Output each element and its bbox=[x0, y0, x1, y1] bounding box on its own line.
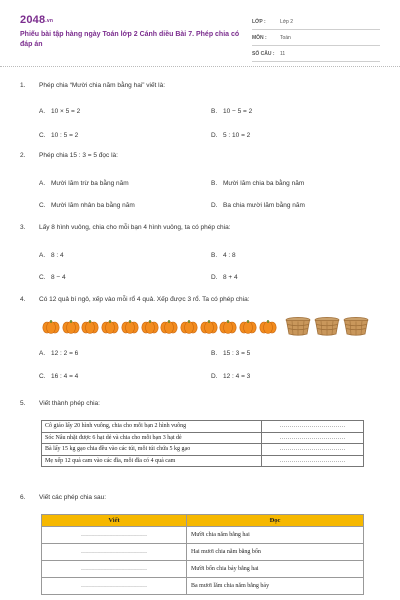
option-b[interactable] bbox=[211, 108, 252, 115]
option-text: 15 : 3 = 5 bbox=[223, 350, 251, 357]
table-row bbox=[42, 455, 364, 467]
meta-value: Lớp 2 bbox=[280, 18, 294, 25]
option-text: 10 : 5 = 2 bbox=[51, 132, 79, 139]
worksheet-header bbox=[20, 14, 380, 60]
meta-row-count bbox=[252, 46, 380, 62]
options bbox=[20, 344, 385, 382]
question-stem bbox=[20, 224, 385, 231]
meta-label: MÔN : bbox=[252, 34, 267, 41]
option-text: 12 : 2 = 6 bbox=[51, 350, 79, 357]
pumpkin-icon bbox=[180, 318, 198, 334]
question-stem bbox=[20, 400, 385, 407]
option-c[interactable] bbox=[39, 202, 135, 209]
option-c[interactable] bbox=[39, 373, 78, 380]
table-cell-read: Ba mươi lăm chia năm bằng bảy bbox=[187, 578, 364, 595]
table-cell-read: Hai mươi chia năm bằng bốn bbox=[187, 544, 364, 561]
option-text: Mười lăm chia ba bằng năm bbox=[223, 180, 305, 187]
basket-icon bbox=[285, 316, 311, 336]
table-cell-read: Mười chia năm bằng hai bbox=[187, 527, 364, 544]
option-text: 8 − 4 bbox=[51, 274, 66, 281]
question-number: 6. bbox=[20, 494, 26, 501]
question-number: 5. bbox=[20, 400, 26, 407]
table-row bbox=[42, 561, 364, 578]
option-letter: C. bbox=[39, 373, 46, 380]
pumpkin-icon bbox=[259, 318, 277, 334]
table-cell-prompt: Mẹ xếp 12 quả cam vào các đĩa, mỗi đĩa có 4 quả cam bbox=[42, 455, 262, 467]
option-b[interactable] bbox=[211, 180, 304, 187]
question-6 bbox=[20, 494, 385, 501]
option-letter: A. bbox=[39, 350, 46, 357]
question-number: 4. bbox=[20, 296, 26, 303]
option-text: 8 + 4 bbox=[223, 274, 238, 281]
option-letter: C. bbox=[39, 132, 46, 139]
pumpkin-icon bbox=[219, 318, 237, 334]
question-4 bbox=[20, 296, 385, 303]
table-cell-prompt: Bà lấy 15 kg gạo chia đều vào các túi, mỗi túi chứa 5 kg gạo bbox=[42, 444, 262, 456]
table-row bbox=[42, 527, 364, 544]
option-letter: A. bbox=[39, 180, 46, 187]
option-c[interactable] bbox=[39, 132, 78, 139]
meta-value: Toán bbox=[280, 34, 291, 41]
table-row bbox=[42, 432, 364, 444]
pumpkin-icon bbox=[141, 318, 159, 334]
answer-blank[interactable]: …………………………… bbox=[262, 432, 364, 444]
question-stem bbox=[20, 152, 385, 159]
meta-row-class bbox=[252, 14, 380, 30]
meta-label: SỐ CÂU : bbox=[252, 50, 275, 57]
question-number: 1. bbox=[20, 82, 26, 89]
column-header-write: Viết bbox=[42, 515, 187, 527]
option-d[interactable] bbox=[211, 132, 250, 139]
worksheet-meta bbox=[252, 14, 380, 62]
pumpkin-icon bbox=[101, 318, 119, 334]
pumpkin-icon bbox=[42, 318, 60, 334]
option-letter: C. bbox=[39, 202, 46, 209]
table-cell-prompt: Cô giáo lấy 20 hình vuông, chia cho mỗi bạn 2 hình vuông bbox=[42, 421, 262, 433]
table-row bbox=[42, 578, 364, 595]
meta-label: LỚP : bbox=[252, 18, 266, 25]
answer-blank[interactable]: …………………………… bbox=[262, 455, 364, 467]
option-text: Mười lăm trừ ba bằng năm bbox=[51, 180, 129, 187]
option-letter: A. bbox=[39, 108, 46, 115]
pumpkin-icon bbox=[239, 318, 257, 334]
option-text: 10 × 5 = 2 bbox=[51, 108, 81, 115]
option-d[interactable] bbox=[211, 274, 238, 281]
option-text: 5 : 10 = 2 bbox=[223, 132, 251, 139]
answer-blank[interactable]: …………………………… bbox=[42, 527, 187, 544]
site-logo[interactable] bbox=[20, 14, 53, 26]
options bbox=[20, 159, 385, 209]
option-a[interactable] bbox=[39, 252, 64, 259]
option-letter: B. bbox=[211, 180, 218, 187]
option-text: Mười lăm nhân ba bằng năm bbox=[51, 202, 135, 209]
table-header-row bbox=[42, 515, 364, 527]
option-a[interactable] bbox=[39, 108, 80, 115]
option-letter: C. bbox=[39, 274, 46, 281]
pumpkin-icon bbox=[62, 318, 80, 334]
option-c[interactable] bbox=[39, 274, 66, 281]
question-text: Phép chia 15 : 3 = 5 đọc là: bbox=[39, 152, 118, 159]
question-text: Lấy 8 hình vuông, chia cho mỗi bạn 4 hình vuông, ta có phép chia: bbox=[39, 224, 231, 231]
options bbox=[20, 89, 385, 139]
pumpkin-icon bbox=[200, 318, 218, 334]
answer-blank[interactable]: …………………………… bbox=[262, 421, 364, 433]
answer-blank[interactable]: …………………………… bbox=[262, 444, 364, 456]
question-text: Viết thành phép chia: bbox=[39, 400, 100, 407]
table-cell-read: Mười bốn chia bảy bằng hai bbox=[187, 561, 364, 578]
question-3 bbox=[20, 224, 385, 281]
option-b[interactable] bbox=[211, 252, 236, 259]
option-letter: B. bbox=[211, 108, 218, 115]
table-cell-prompt: Sóc Nâu nhặt được 6 hạt dẻ và chia cho mỗi bạn 3 hạt dẻ bbox=[42, 432, 262, 444]
answer-blank[interactable]: …………………………… bbox=[42, 561, 187, 578]
table-row bbox=[42, 421, 364, 433]
answer-blank[interactable]: …………………………… bbox=[42, 578, 187, 595]
answer-blank[interactable]: …………………………… bbox=[42, 544, 187, 561]
table-row bbox=[42, 544, 364, 561]
option-letter: A. bbox=[39, 252, 46, 259]
basket-icon bbox=[343, 316, 369, 336]
option-text: 8 : 4 bbox=[51, 252, 64, 259]
pumpkin-icon bbox=[81, 318, 99, 334]
question-1 bbox=[20, 82, 385, 139]
option-d[interactable] bbox=[211, 202, 305, 209]
column-header-read: Đọc bbox=[187, 515, 364, 527]
option-text: 12 : 4 = 3 bbox=[223, 373, 251, 380]
q6-table bbox=[41, 514, 364, 595]
pumpkin-basket-illustration bbox=[20, 316, 380, 338]
option-a[interactable] bbox=[39, 180, 129, 187]
basket-icon bbox=[314, 316, 340, 336]
options bbox=[20, 231, 385, 281]
option-text: Ba chia mười lăm bằng năm bbox=[223, 202, 305, 209]
option-letter: B. bbox=[211, 252, 218, 259]
question-stem bbox=[20, 296, 385, 303]
option-a[interactable] bbox=[39, 350, 78, 357]
meta-value: 11 bbox=[280, 50, 286, 57]
meta-row-subject bbox=[252, 30, 380, 46]
option-b[interactable] bbox=[211, 350, 250, 357]
q5-table bbox=[41, 420, 364, 467]
pumpkin-icon bbox=[121, 318, 139, 334]
question-text: Có 12 quả bí ngô, xếp vào mỗi rổ 4 quả. Xếp được 3 rổ. Ta có phép chia: bbox=[39, 296, 250, 303]
question-number: 2. bbox=[20, 152, 26, 159]
option-letter: D. bbox=[211, 132, 218, 139]
option-letter: D. bbox=[211, 202, 218, 209]
question-5 bbox=[20, 400, 385, 407]
question-2 bbox=[20, 152, 385, 209]
option-letter: B. bbox=[211, 350, 218, 357]
logo-suffix: .vn bbox=[45, 18, 54, 24]
option-text: 10 − 5 = 2 bbox=[223, 108, 253, 115]
question-4-options bbox=[20, 344, 385, 382]
question-stem bbox=[20, 494, 385, 501]
question-text: Phép chia “Mười chia năm bằng hai” viết là: bbox=[39, 82, 166, 89]
option-letter: D. bbox=[211, 373, 218, 380]
option-text: 4 : 8 bbox=[223, 252, 236, 259]
logo-text: 2048 bbox=[20, 14, 46, 26]
question-text: Viết các phép chia sau: bbox=[39, 494, 107, 501]
header-divider bbox=[0, 66, 400, 67]
option-d[interactable] bbox=[211, 373, 250, 380]
pumpkin-icon bbox=[160, 318, 178, 334]
question-stem bbox=[20, 82, 385, 89]
question-number: 3. bbox=[20, 224, 26, 231]
option-letter: D. bbox=[211, 274, 218, 281]
table-row bbox=[42, 444, 364, 456]
option-text: 16 : 4 = 4 bbox=[51, 373, 79, 380]
worksheet-title: Phiếu bài tập hàng ngày Toán lớp 2 Cánh diều Bài 7. Phép chia có đáp án bbox=[20, 31, 240, 48]
